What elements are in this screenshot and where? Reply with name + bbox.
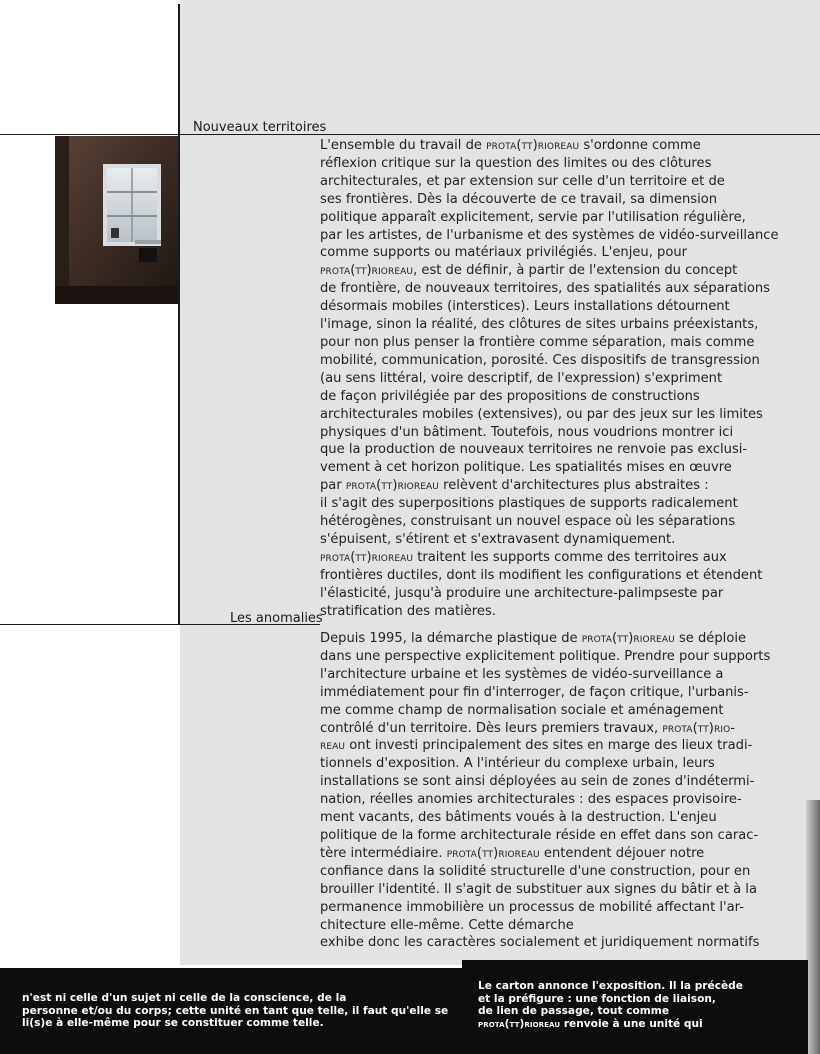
artist-name-smallcaps: prota(tt)rioreau <box>320 263 414 279</box>
body-text-les-anomalies <box>320 630 771 952</box>
footer-note-right <box>478 980 743 1030</box>
text-line: comme supports ou matériaux privilégiés. L'enjeu, pour <box>320 245 688 261</box>
text-line: L'ensemble du travail de prota(tt)rioreau s'ordonne comme <box>320 138 701 153</box>
text-line: me comme champ de normalisation sociale et aménagement <box>320 702 724 718</box>
text-line: ment vacants, des bâtiments voués à la destruction. L'enjeu <box>320 810 717 826</box>
section-title-nouveaux-territoires: Nouveaux territoires <box>193 120 327 135</box>
text-line: chitecture elle-même. Cette démarche <box>320 917 574 933</box>
text-line: de frontière, de nouveaux territoires, des spatialités aux séparations <box>320 281 770 297</box>
text-line: par les artistes, de l'urbanisme et des systèmes de vidéo-surveillance <box>320 227 779 243</box>
footer-line: prota(tt)rioreau renvoie à une unité qui <box>478 1017 703 1030</box>
footer-line: personne et/ou du corps; cette unité en tant que telle, il faut qu'elle se <box>22 1004 449 1017</box>
footer-line: Le carton annonce l'exposition. Il la précède <box>478 980 743 992</box>
artist-name-smallcaps: prota(tt)rioreau <box>446 845 540 861</box>
text-line: que la production de nouveaux territoires ne renvoie pas exclusi- <box>320 442 748 458</box>
artist-name-smallcaps: reau <box>320 738 346 754</box>
artist-name-smallcaps: prota(tt)rioreau <box>478 1017 561 1030</box>
page-edge-shadow <box>806 800 820 1054</box>
installation-photo <box>55 136 178 304</box>
body-text-nouveaux-territoires <box>320 137 779 620</box>
artist-name-smallcaps: prota(tt)rioreau <box>345 478 439 494</box>
artist-name-smallcaps: prota(tt)rioreau <box>320 549 414 565</box>
text-line: politique de la forme architecturale réside en effet dans son carac- <box>320 827 759 843</box>
text-line: de façon privilégiée par des propositions de constructions <box>320 388 700 404</box>
text-line: l'image, sinon la réalité, des clôtures de sites urbains préexistants, <box>320 317 759 333</box>
text-line: tère intermédiaire. prota(tt)rioreau entendent déjouer notre <box>320 845 705 861</box>
text-line: architecturales, et par extension sur celle d'un territoire et de <box>320 173 725 189</box>
footer-line: et la préfigure : une fonction de liaison, <box>478 992 716 1005</box>
text-line: prota(tt)rioreau, est de définir, à partir de l'extension du concept <box>320 263 738 279</box>
artist-name-smallcaps: prota(tt)rioreau <box>486 138 580 153</box>
text-line: brouiller l'identité. Il s'agit de substituer aux signes du bâtir et à la <box>320 881 757 897</box>
text-line: l'architecture urbaine et les systèmes de vidéo-surveillance a <box>320 666 724 682</box>
text-line: désormais mobiles (interstices). Leurs installations détournent <box>320 299 730 315</box>
footer-line: de lien de passage, tout comme <box>478 1005 670 1018</box>
section-rule-1 <box>0 134 820 135</box>
text-line: mobilité, communication, porosité. Ces dispositifs de transgression <box>320 352 760 368</box>
text-line: (au sens littéral, voire descriptif, de l'expression) s'expriment <box>320 370 723 386</box>
text-line: physiques d'un bâtiment. Toutefois, nous voudrions montrer ici <box>320 424 734 440</box>
text-line: l'élasticité, jusqu'à produire une architecture-palimpseste par <box>320 585 724 601</box>
text-line: réflexion critique sur la question des limites ou des clôtures <box>320 155 712 171</box>
text-line: il s'agit des superpositions plastiques de supports radicalement <box>320 496 738 512</box>
text-line: tionnels d'exposition. A l'intérieur du complexe urbain, leurs <box>320 756 715 772</box>
text-line: par prota(tt)rioreau relèvent d'architectures plus abstraites : <box>320 478 709 494</box>
text-line: contrôlé d'un territoire. Dès leurs premiers travaux, prota(tt)rio- <box>320 720 736 736</box>
footer-line: li(s)e à elle-même pour se constituer comme telle. <box>22 1017 324 1030</box>
text-line: reau ont investi principalement des sites en marge des lieux tradi- <box>320 738 753 754</box>
artist-name-smallcaps: prota(tt)rioreau <box>581 631 675 646</box>
vertical-rule <box>178 4 180 624</box>
text-line: stratification des matières. <box>320 603 496 619</box>
artist-name-smallcaps: prota(tt)rio- <box>662 720 736 736</box>
text-line: politique apparaît explicitement, servie par l'utilisation régulière, <box>320 209 746 225</box>
text-line: dans une perspective explicitement politique. Prendre pour supports <box>320 648 771 664</box>
text-line: immédiatement pour fin d'interroger, de façon critique, l'urbanis- <box>320 684 749 700</box>
text-line: Depuis 1995, la démarche plastique de prota(tt)rioreau se déploie <box>320 631 747 646</box>
text-line: confiance dans la solidité structurelle d'une construction, pour en <box>320 863 751 879</box>
text-line: frontières ductiles, dont ils modifient les configurations et étendent <box>320 567 763 583</box>
text-line: permanence immobilière un processus de mobilité affectant l'ar- <box>320 899 744 915</box>
text-line: nation, réelles anomies architecturales : des espaces provisoire- <box>320 792 742 808</box>
installation-photo-icon <box>55 136 178 304</box>
text-line: ses frontières. Dès la découverte de ce travail, sa dimension <box>320 191 718 207</box>
text-line: exhibe donc les caractères socialement et juridiquement normatifs <box>320 935 760 951</box>
text-line: prota(tt)rioreau traitent les supports comme des territoires aux <box>320 549 727 565</box>
text-line: pour non plus penser la frontière comme séparation, mais comme <box>320 334 755 350</box>
text-line: installations se sont ainsi déployées au sein de zones d'indétermi- <box>320 774 755 790</box>
footer-note-left <box>22 992 448 1030</box>
text-line: vement à cet horizon politique. Les spatialités mises en œuvre <box>320 460 732 476</box>
footer-line: n'est ni celle d'un sujet ni celle de la conscience, de la <box>22 992 347 1004</box>
text-line: architecturales mobiles (extensives), ou par des jeux sur les limites <box>320 406 763 422</box>
text-line: hétérogènes, construisant un nouvel espace où les séparations <box>320 514 736 530</box>
section-title-les-anomalies: Les anomalies <box>230 611 323 626</box>
text-line: s'épuisent, s'étirent et s'extravasent dynamiquement. <box>320 531 676 547</box>
